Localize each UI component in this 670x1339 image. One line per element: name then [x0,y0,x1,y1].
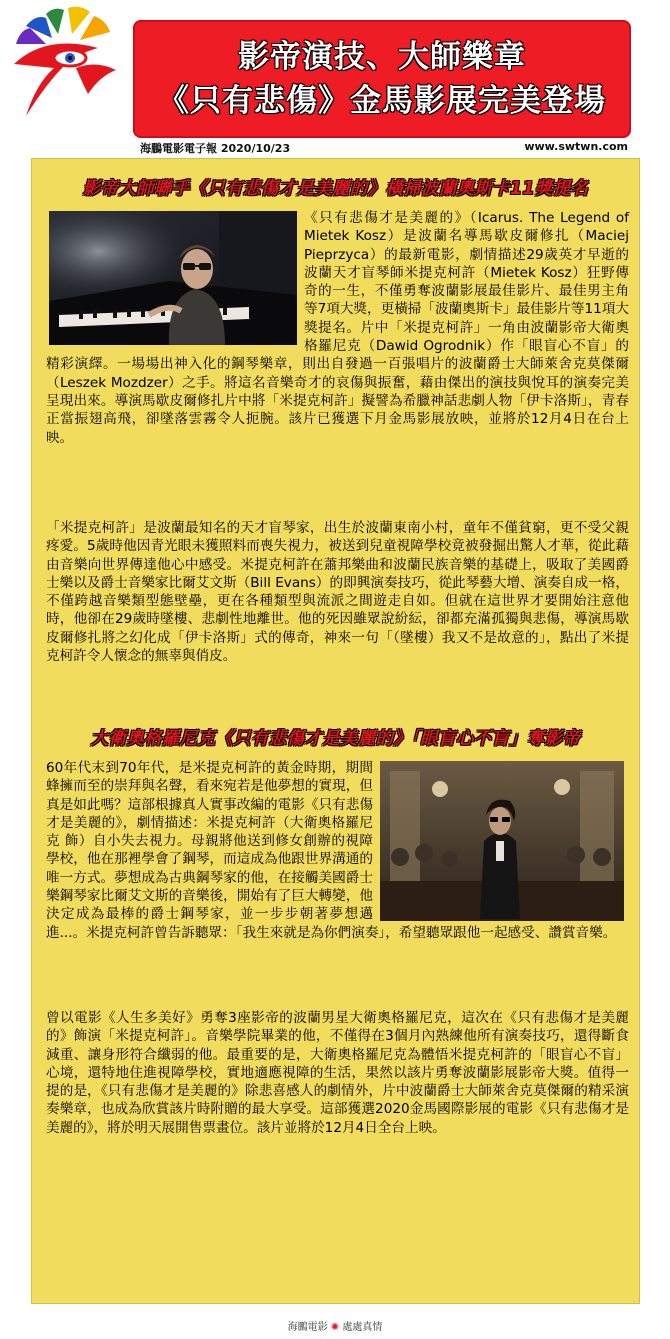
section2-title: 大衛奧格羅尼克《只有悲傷才是美麗的》「眼盲心不盲」奪影帝 [90,729,581,749]
header-banner [133,20,631,138]
section1-paragraph-2 [46,519,629,665]
section1-title: 影帝大師聯手《只有悲傷才是美麗的》橫掃波蘭奧斯卡11獎提名 [82,179,589,199]
footer-left: 海鵬電影 [287,1322,328,1333]
headline-line-2: 《只有悲傷》金馬影展完美登場 [158,83,606,119]
section2-paragraph-1-text: 60年代末到70年代，是米提克柯許的黃金時期，期間蜂擁而至的崇拜與名聲，看來宛若是他夢想的實現，但真是如此嗎？這部根據真人實事改編的電影《只有悲傷才是美麗的》，劇情描述：米提克柯許（大衛奧格羅尼克 飾）自小失去視力。母親將他送到修女創辦的視障學校，他在那裡學會了鋼琴，而這成為他跟世界溝通的唯一方式。夢想成為古典鋼琴家的他，在接觸美國爵士樂鋼琴家比爾艾文斯的音樂後，開始有了巨大轉變，他決定成為最棒的爵士鋼琴家，並一步步朝著夢想邁進...。米提克柯許曾告訴聽眾：「我生來就是為你們演奏」，希望聽眾跟他一起感受、讚賞音樂。 [46,760,617,941]
section2-paragraph-1 [46,759,629,942]
swtwn-logo [6,4,124,122]
footer-logo-icon: ✺ [330,1322,340,1333]
section1-paragraph-1-text: 《只有悲傷才是美麗的》（Icarus. The Legend of Mietek Kosz）是波蘭名導馬歇皮爾修扎（Maciej Pieprzyca）的最新電影，劇情描述29歲英才早逝的波蘭天才盲琴師米提克柯許（Mietek Kosz）狂野傳奇的一生，不僅勇奪波蘭影展最佳影片、最佳男主角等7項大獎，更橫掃「波蘭奧斯卡」最佳影片等11項大獎提名。片中「米提克柯許」一角由波蘭影帝大衛奧格羅尼克（Dawid Ogrodnik）作「眼盲心不盲」的精彩演繹。一場場出神入化的鋼琴樂章，則出自發過一百張唱片的波蘭爵士大師萊舍克莫傑爾（Leszek Mozdzer）之手。將這名音樂奇才的哀傷與振奮，藉由傑出的演技與悅耳的演奏完美呈現出來。導演馬歇皮爾修扎片中將「米提克柯許」擬譬為希臘神話悲劇人物「伊卡洛斯」，青春正當振翅高飛，卻墜落雲霧令人扼腕。該片已獲選下月金馬影展放映，並將於12月4日在台上映。 [46,210,630,446]
section2-paragraph-2 [46,1009,629,1137]
footer [0,1318,670,1334]
section1-paragraph-2-text: 「米提克柯許」是波蘭最知名的天才盲琴家，出生於波蘭東南小村，童年不僅貧窮，更不受父親疼愛。5歲時他因青光眼未獲照料而喪失視力，被送到兒童視障學校竟被發掘出驚人才華，從此藉由音樂向世界傳達他心中感受。米提克柯許在蕭邦樂曲和波蘭民族音樂的基礎上，吸取了美國爵士樂以及爵士音樂家比爾艾文斯（Bill Evans）的即興演奏技巧，從此琴藝大增、演奏自成一格，不僅跨越音樂類型態壁壘，更在各種類型與流派之間遊走自如。但就在這世界才要開始注意他時，他卻在29歲時墜樓、悲劇性地離世。他的死因雖眾說紛紜，卻都充滿孤獨與悲傷，導演馬歇皮爾修扎將之幻化成「伊卡洛斯」式的傳奇，神來一句「（墜樓）我又不是故意的」，點出了米提克柯許令人懷念的無辜與俏皮。 [46,520,629,665]
footer-right: 處處真情 [342,1322,383,1333]
website-link[interactable]: www.swtwn.com [524,140,628,153]
article-panel [31,158,640,1304]
section2-paragraph-2-text: 曾以電影《人生多美好》勇奪3座影帝的波蘭男星大衛奧格羅尼克，這次在《只有悲傷才是美麗的》飾演「米提克柯許」。音樂學院畢業的他，不僅得在3個月內熟練他所有演奏技巧，還得斷食減重、讓身形符合纖弱的他。最重要的是，大衛奧格羅尼克為體悟米提克柯許的「眼盲心不盲」心境，還特地住進視障學校，實地適應視障的生活，果然以該片勇奪波蘭影展影帝大獎。值得一提的是，《只有悲傷才是美麗的》除悲喜感人的劇情外，片中波蘭爵士大師萊舍克莫傑爾的精采演奏樂章，也成為欣賞該片時附贈的最大享受。這部獲選2020金馬國際影展的電影《只有悲傷才是美麗的》，將於明天展開售票畫位。該片並將於12月4日全台上映。 [46,1010,629,1136]
headline-line-1: 影帝演技、大師樂章 [238,39,526,75]
meta-row [140,140,628,156]
publisher-date: 海鵬電影電子報 2020/10/23 [140,142,291,155]
photo-float-spacer [46,209,304,345]
photo2-float-spacer [373,759,629,921]
section1-paragraph-1 [46,209,629,447]
